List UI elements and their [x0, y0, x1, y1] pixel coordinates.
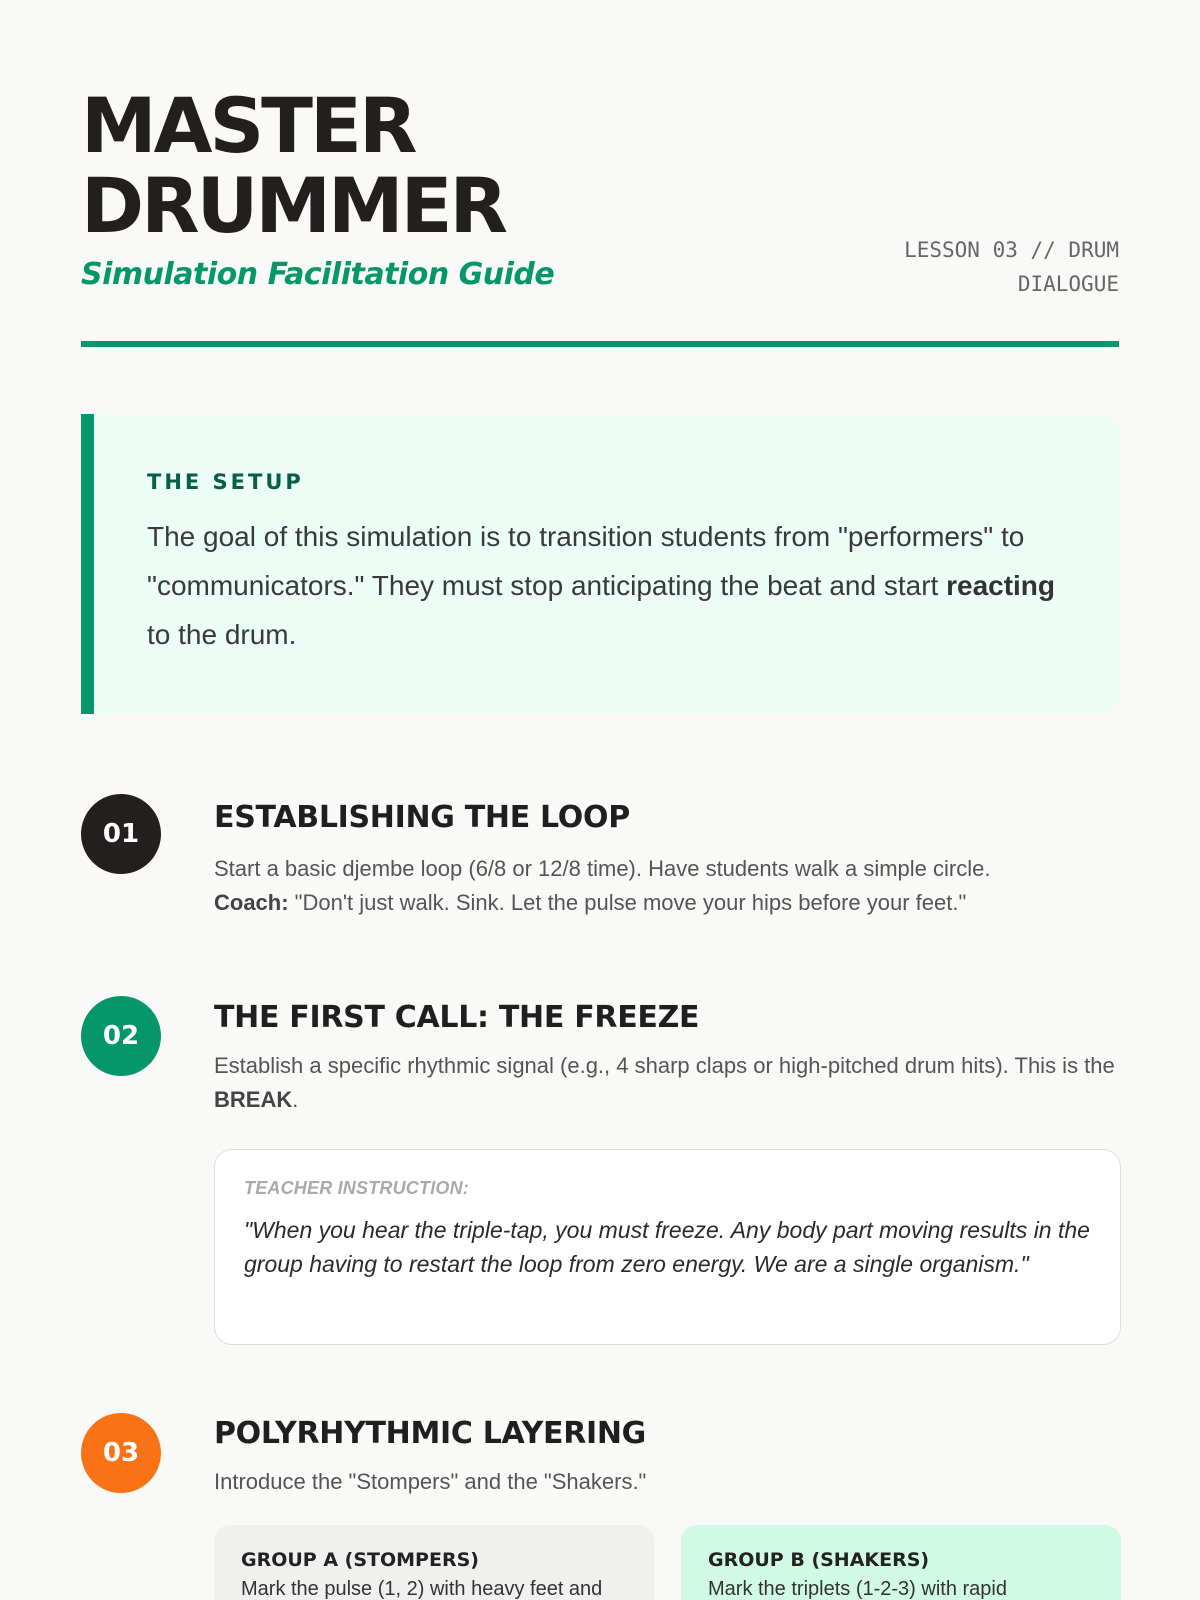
teacher-instruction-card — [214, 1149, 1121, 1345]
group-a-card — [214, 1525, 654, 1600]
step-body — [214, 794, 1121, 920]
step-number-badge: 01 — [81, 794, 161, 874]
setup-text-after: to the drum. — [147, 619, 297, 650]
page-subtitle: Simulation Facilitation Guide — [81, 257, 555, 292]
step-description-end: . — [292, 1087, 299, 1112]
setup-callout — [81, 414, 1121, 714]
step-title: ESTABLISHING THE LOOP — [214, 800, 630, 835]
group-text: Mark the triplets (1-2-3) with rapid — [708, 1578, 1007, 1600]
page-header — [81, 0, 1119, 347]
step-description — [214, 1049, 1121, 1117]
step-description-text: Start a basic djembe loop (6/8 or 12/8 time). Have students walk a simple circle. — [214, 856, 991, 881]
step-description-text: Establish a specific rhythmic signal (e.g., 4 sharp claps or high-pitched drum hits). This is the — [214, 1053, 1115, 1078]
step-number-badge: 02 — [81, 996, 161, 1076]
step-title: THE FIRST CALL: THE FREEZE — [214, 1000, 700, 1035]
step-description: Introduce the "Stompers" and the "Shakers." — [214, 1469, 647, 1494]
instruction-label: TEACHER INSTRUCTION: — [244, 1178, 469, 1198]
coach-quote: "Don't just walk. Sink. Let the pulse move your hips before your feet." — [288, 890, 967, 915]
title-line-1: MASTER — [81, 81, 415, 170]
break-emphasis: BREAK — [214, 1087, 293, 1112]
lesson-line-1: LESSON 03 // DRUM — [904, 238, 1119, 262]
step-title: POLYRHYTHMIC LAYERING — [214, 1416, 647, 1451]
step-body — [214, 1413, 1121, 1600]
step-description — [214, 852, 1121, 920]
group-b-card — [681, 1525, 1121, 1600]
instruction-quote: "When you hear the triple-tap, you must freeze. Any body part moving results in the group having to restart the loop from zero energy. We are a single organism." — [244, 1217, 1090, 1277]
step-body — [214, 996, 1121, 1345]
lesson-line-2: DIALOGUE — [1017, 272, 1119, 296]
setup-heading: THE SETUP — [147, 470, 304, 494]
page-title — [81, 81, 506, 250]
setup-text-before: The goal of this simulation is to transition students from "performers" to "communicators." They must stop anticipating the beat and start — [147, 521, 1025, 601]
coach-label: Coach: — [214, 890, 289, 915]
title-line-2: DRUMMER — [81, 161, 506, 250]
group-text: Mark the pulse (1, 2) with heavy feet and — [241, 1578, 603, 1600]
group-cards — [214, 1525, 1121, 1600]
lesson-label — [859, 233, 1119, 301]
group-title: GROUP B (SHAKERS) — [708, 1549, 930, 1571]
group-title: GROUP A (STOMPERS) — [241, 1549, 479, 1571]
step-number-badge: 03 — [81, 1413, 161, 1493]
setup-text-emphasis: reacting — [946, 570, 1056, 601]
setup-text — [147, 512, 1069, 659]
